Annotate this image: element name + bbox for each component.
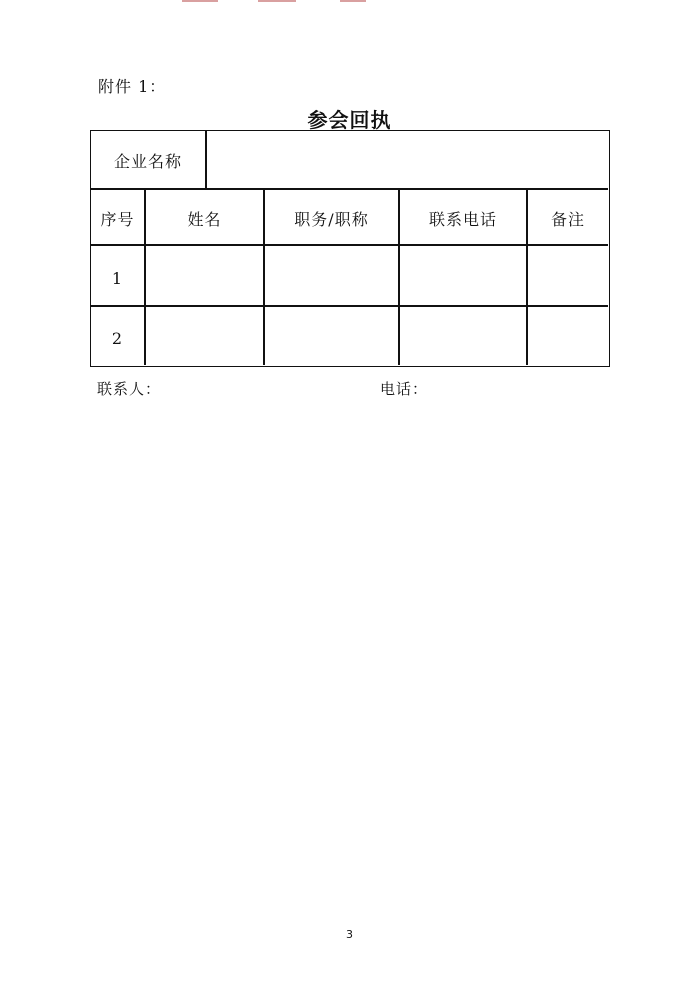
column-header-note: 备注 — [550, 210, 585, 229]
table-hline — [91, 244, 608, 246]
table-vline — [205, 131, 207, 189]
contact-person-label: 联系人： — [97, 380, 162, 398]
row-2-no: 2 — [111, 329, 124, 348]
registration-table — [90, 130, 610, 367]
column-header-name: 姓名 — [187, 210, 222, 229]
attachment-label: 附件 1： — [98, 77, 167, 96]
table-hline — [91, 188, 608, 190]
column-header-phone: 联系电话 — [428, 210, 497, 229]
column-header-position: 职务/职称 — [294, 210, 369, 229]
column-header-no: 序号 — [100, 210, 135, 229]
top-edge-marks — [180, 0, 380, 3]
phone-label: 电话： — [380, 380, 429, 398]
table-hline — [91, 305, 608, 307]
row-1-no: 1 — [111, 269, 124, 288]
page-number: 3 — [346, 928, 353, 941]
form-title: 参会回执 — [307, 108, 392, 132]
company-name-label: 企业名称 — [113, 152, 182, 171]
